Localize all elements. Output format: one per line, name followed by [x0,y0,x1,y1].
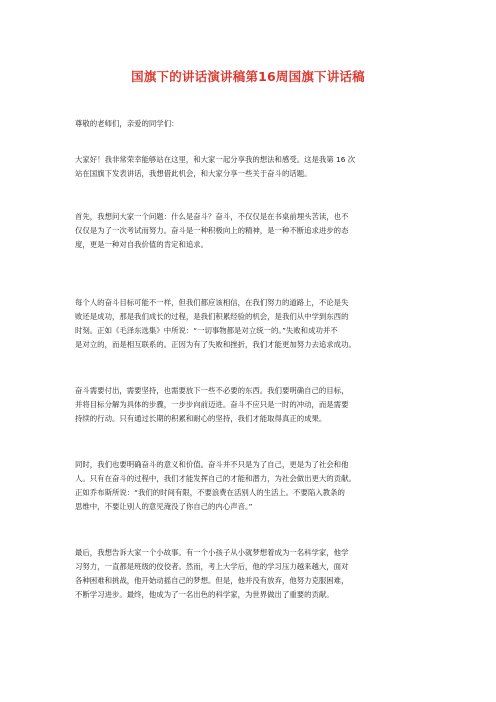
paragraph-what-is-struggle [75,210,425,252]
paragraph-line: 是对立的，而是相互联系的。正因为有了失败和挫折，我们才能更加努力去追求成功。 [75,340,356,349]
document-title: 国旗下的讲话演讲稿第16周国旗下讲话稿 [131,69,365,84]
paragraph-line: 各种困难和挑战，他开始动摇自己的梦想。但是，他并没有放弃，他努力克服困难， [75,576,349,585]
greeting: 尊敬的老师们，亲爱的同学们： [75,119,179,128]
paragraph-line: 最后，我想告诉大家一个小故事。有一个小孩子从小就梦想着成为一名科学家，他学 [75,548,349,557]
paragraph-goals [75,296,425,352]
paragraph-line: 习努力，一直都是班级的佼佼者。然而，考上大学后，他的学习压力越来越大，面对 [75,562,349,571]
paragraph-line: 度，更是一种对自我价值的肯定和追求。 [75,240,209,249]
paragraph-story [75,546,425,602]
paragraph-line: 每个人的奋斗目标可能不一样，但我们都应该相信，在我们努力的道路上，不论是失 [75,298,349,307]
paragraph-meaning [75,458,425,514]
paragraph-line: 不断学习进步。最终，他成为了一名出色的科学家，为世界做出了重要的贡献。 [75,590,334,599]
paragraph-intro [75,153,425,181]
paragraph-line: 持续的行动。只有通过长期的积累和耐心的坚持，我们才能取得真正的成果。 [75,414,327,423]
paragraph-line: 仅仅是为了一次考试而努力。奋斗是一种积极向上的精神，是一种不断追求进步的态 [75,226,349,235]
paragraph-line: 思维中，不要让别人的意见淹没了你自己的内心声音。” [75,502,253,511]
paragraph-persistence [75,384,425,426]
paragraph-line: 并将目标分解为具体的步骤，一步步向前迈进。奋斗不应只是一时的冲动，而是需要 [75,400,349,409]
paragraph-line: 人。只有在奋斗的过程中，我们才能发挥自己的才能和潜力，为社会做出更大的贡献。 [75,474,356,483]
paragraph-line: 时刻。正如《毛泽东选集》中所说：“一切事物都是对立统一的。”失败和成功并不 [75,326,338,335]
paragraph-line: 大家好！我非常荣幸能够站在这里，和大家一起分享我的想法和感受。这是我第 16 次 [75,155,356,164]
paragraph-line: 奋斗需要付出，需要坚持，也需要放下一些不必要的东西。我们要明确自己的目标， [75,386,349,395]
paragraph-line: 败还是成功，那是我们成长的过程，是我们积累经验的机会，是我们从中学到东西的 [75,312,349,321]
paragraph-line: 首先，我想问大家一个问题：什么是奋斗？奋斗，不仅仅是在书桌前埋头苦读，也不 [75,212,349,221]
paragraph-line: 同时，我们也要明确奋斗的意义和价值。奋斗并不只是为了自己，更是为了社会和他 [75,460,349,469]
paragraph-line: 站在国旗下发表讲话，我想借此机会，和大家分享一些关于奋斗的话题。 [75,169,312,178]
paragraph-line: 正如乔布斯所说：“我们的时间有限，不要浪费在活别人的生活上。不要陷入教条的 [75,488,345,497]
